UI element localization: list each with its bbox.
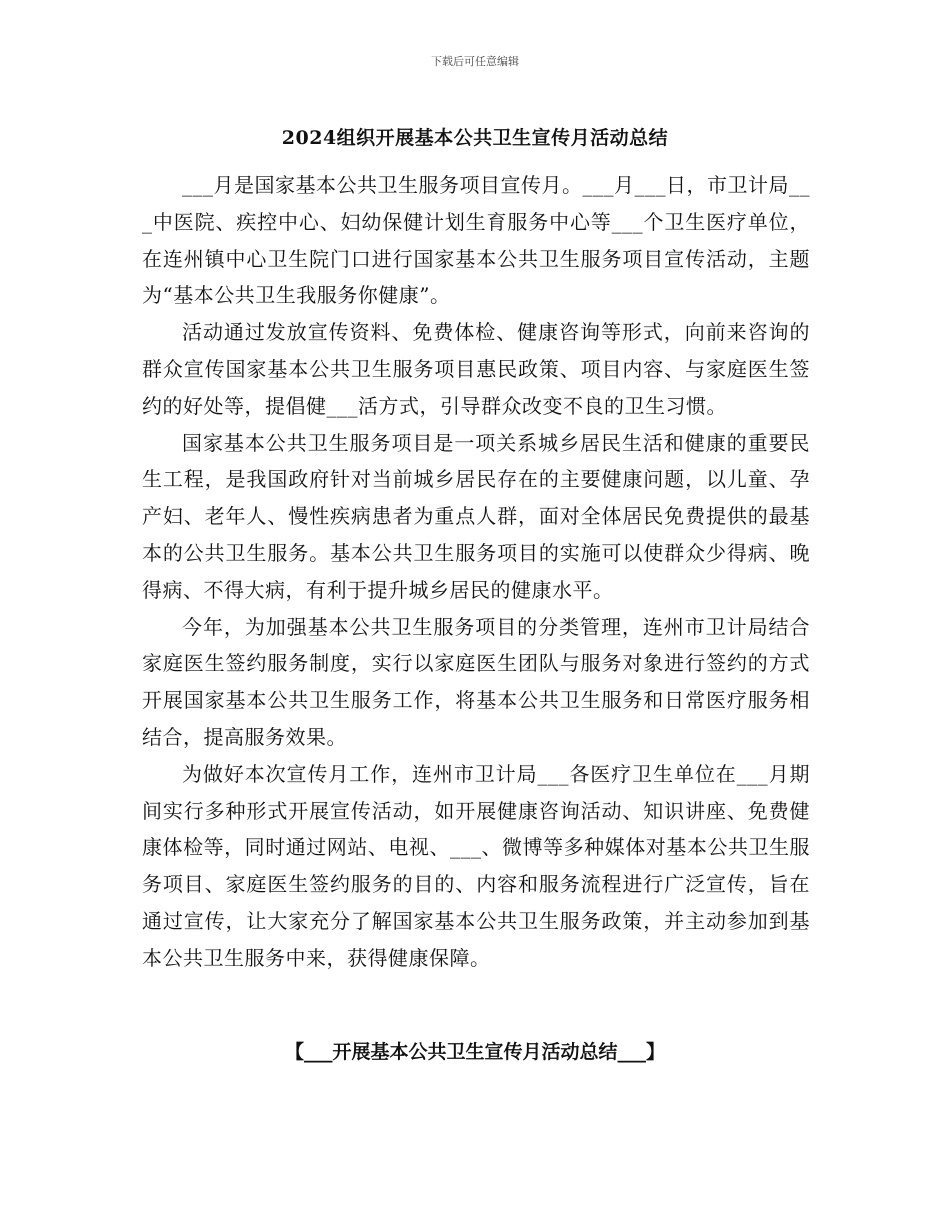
document-title: 2024组织开展基本公共卫生宣传月活动总结 <box>281 127 669 149</box>
paragraph: 国家基本公共卫生服务项目是一项关系城乡居民生活和健康的重要民生工程，是我国政府针对当前城乡居民存在的主要健康问题，以儿童、孕产妇、老年人、慢性疾病患者为重点人群，面对全体居民免费提供的最基本的公共卫生服务。基本公共卫生服务项目的实施可以使群众少得病、晚得病、不得大病，有利于提升城乡居民的健康水平。 <box>142 430 810 602</box>
paragraph: 今年，为加强基本公共卫生服务项目的分类管理，连州市卫计局结合家庭医生签约服务制度，实行以家庭医生团队与服务对象进行签约的方式开展国家基本公共卫生服务工作，将基本公共卫生服务和日常医疗服务相结合，提高服务效果。 <box>142 614 810 749</box>
paragraph: ___月是国家基本公共卫生服务项目宣传月。___月___日，市卫计局___中医院、疾控中心、妇幼保健计划生育服务中心等___个卫生医疗单位，在连州镇中心卫生院门口进行国家基本公共卫生服务项目宣传活动，主题为“基本公共卫生我服务你健康”。 <box>142 173 810 308</box>
paragraph: 为做好本次宣传月工作，连州市卫计局___各医疗卫生单位在___月期间实行多种形式开展宣传活动，如开展健康咨询活动、知识讲座、免费健康体检等，同时通过网站、电视、___、微博等多种媒体对基本公共卫生服务项目、家庭医生签约服务的目的、内容和服务流程进行广泛宣传，旨在通过宣传，让大家充分了解国家基本公共卫生服务政策，并主动参加到基本公共卫生服务中来，获得健康保障。 <box>142 761 810 970</box>
header-note: 下载后可任意编辑 <box>431 55 519 68</box>
paragraph: 活动通过发放宣传资料、免费体检、健康咨询等形式，向前来咨询的群众宣传国家基本公共卫生服务项目惠民政策、项目内容、与家庭医生签约的好处等，提倡健___活方式，引导群众改变不良的卫生习惯。 <box>142 320 810 418</box>
closing-title: 【___开展基本公共卫生宣传月活动总结___】 <box>284 1041 665 1063</box>
document-body <box>142 167 810 977</box>
